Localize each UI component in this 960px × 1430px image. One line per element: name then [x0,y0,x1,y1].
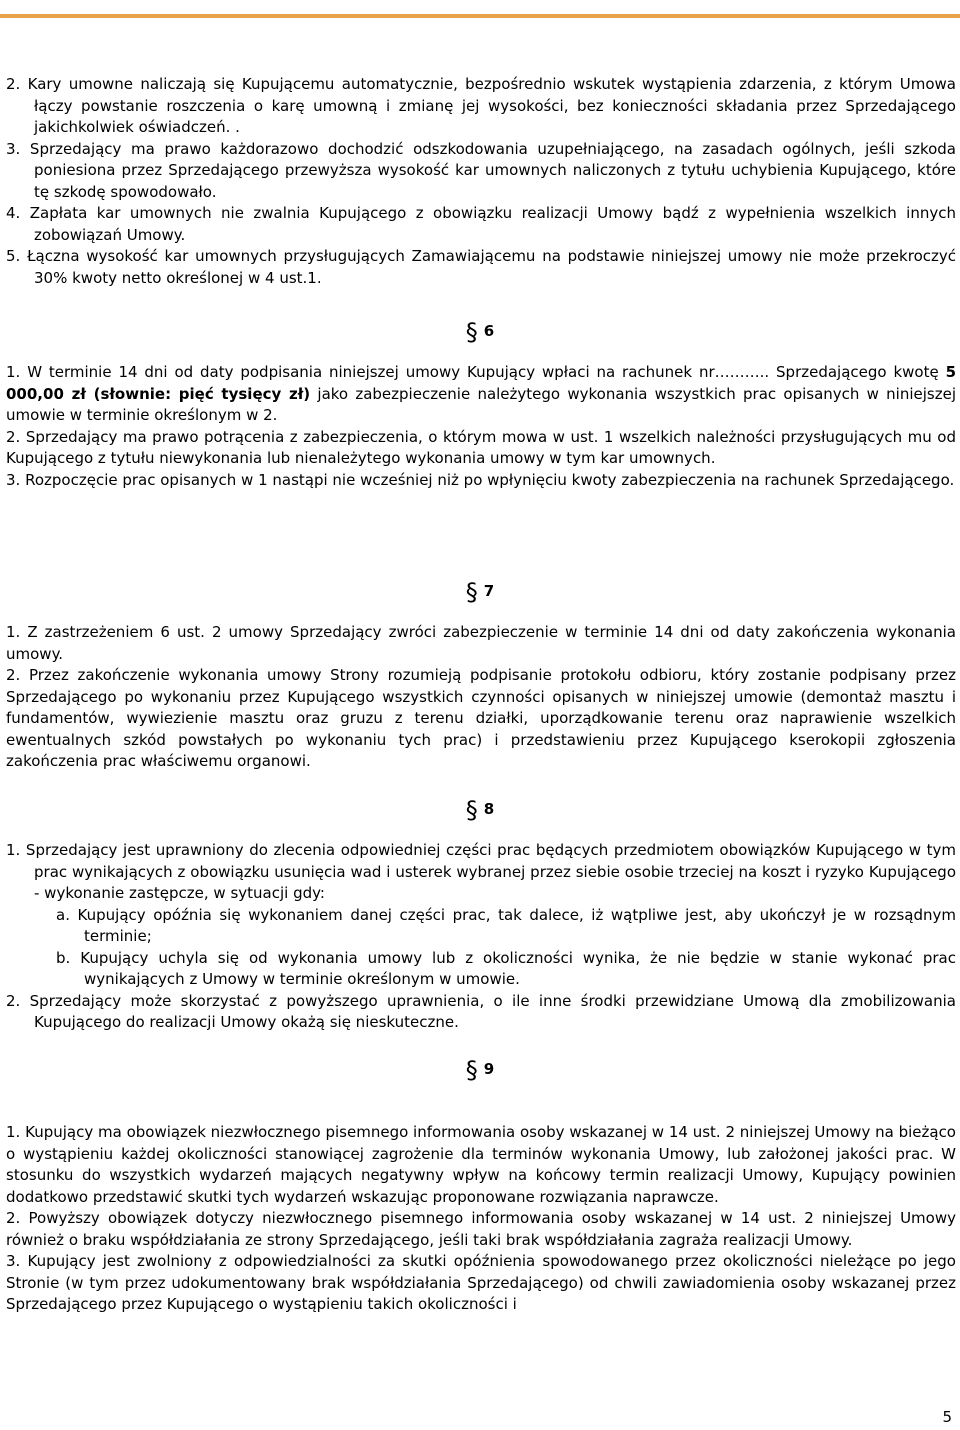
section-7-list [6,622,956,773]
section-heading-8: § 8 [465,796,495,824]
list-item: 3. Sprzedający ma prawo każdorazowo dochodzić odszkodowania uzupełniającego, na zasadach ogólnych, jeśli szkoda poniesiona przez Sprzedającego przewyższa wysokość kar umownych naliczonych z tytułu uchybienia Kupującego, które tę szkodę spowodowało. [6,139,956,201]
list-item: 1. Sprzedający jest uprawniony do zlecenia odpowiedniej części prac będących przedmiotem obowiązków Kupującego w tym prac wynikających z obowiązku usunięcia wad i usterek wybranej przez siebie osobie trzeciej na koszt i ryzyko Kupującego - wykonanie zastępcze, w sytuacji gdy: [6,841,956,902]
page-number: 5 [942,1408,952,1426]
list-item: 2. Sprzedający może skorzystać z powyższego uprawnienia, o ile inne środki przewidziane Umową dla zmobilizowania Kupującego do realizacji Umowy okażą się nieskuteczne. [6,991,956,1031]
list-item: 2. Powyższy obowiązek dotyczy niezwłocznego pisemnego informowania osoby wskazanej w 14 ust. 2 niniejszej Umowy również o braku współdziałania ze strony Sprzedającego, jeśli taki brak współdziałania zagraża realizacji Umowy. [6,1209,956,1249]
section-6-list [6,362,956,491]
header-accent-line [0,14,960,18]
list-item: 1. Z zastrzeżeniem 6 ust. 2 umowy Sprzedający zwróci zabezpieczenie w terminie 14 dni od daty zakończenia wykonania umowy. [6,623,956,663]
section-heading-7: § 7 [465,578,495,606]
list-item: 1. Kupujący ma obowiązek niezwłocznego pisemnego informowania osoby wskazanej w 14 ust. 2 niniejszej Umowy na bieżąco o wystąpieniu każdej okoliczności stanowiącej zagrożenie dla terminów wykonania Umowy, lub założonej jakości prac. W stosunku do wszystkich wydarzeń mających negatywny wpływ na końcowy termin realizacji Umowy, Kupujący powinien dodatkowo przedstawić skutki tych wydarzeń wskazując proponowane rozwiązania naprawcze. [6,1123,956,1206]
list-subitem: a. Kupujący opóźnia się wykonaniem danej części prac, tak dalece, iż wątpliwe jest, aby ukończył je w rozsądnym terminie; [56,905,956,945]
list-item: 4. Zapłata kar umownych nie zwalnia Kupującego z obowiązku realizacji Umowy bądź z wypełnienia wszelkich innych zobowiązań Umowy. [6,204,956,244]
list-item: 3. Kupujący jest zwolniony z odpowiedzialności za skutki opóźnienia spowodowanego przez okoliczności nieleżące po jego Stronie (w tym przez udokumentowany brak współdziałania Sprzedającego) od chwili zawiadomienia osoby wskazanej przez Sprzedającego przez Kupującego o wystąpieniu takich okoliczności i [6,1252,956,1313]
list-item: 2. Sprzedający ma prawo potrącenia z zabezpieczenia, o którym mowa w ust. 1 wszelkich należności przysługujących mu od Kupującego z tytułu niewykonania lub nienależytego wykonania umowy w tym kar umownych. [6,427,956,467]
top-list [6,74,956,289]
list-item: 2. Kary umowne naliczają się Kupującemu automatycznie, bezpośrednio wskutek wystąpienia zdarzenia, z którym Umowa łączy powstanie roszczenia o karę umowną i zmianę jej wysokości, bez konieczności składania przez Sprzedającego jakichkolwiek oświadczeń. . [6,75,956,136]
section-heading-9: § 9 [465,1056,495,1084]
list-subitem: b. Kupujący uchyla się od wykonania umowy lub z okoliczności wynika, że nie będzie w stanie wykonać prac wynikających z Umowy w terminie określonym w umowie. [56,948,956,988]
section-9-list [6,1122,956,1316]
section-heading-6: § 6 [465,318,495,346]
list-item: 5. Łączna wysokość kar umownych przysługujących Zamawiającemu na podstawie niniejszej umowy nie może przekroczyć 30% kwoty netto określonej w 4 ust.1. [6,247,956,287]
list-item: 3. Rozpoczęcie prac opisanych w 1 nastąpi nie wcześniej niż po wpłynięciu kwoty zabezpieczenia na rachunek Sprzedającego. [6,470,955,489]
list-item: 1. W terminie 14 dni od daty podpisania niniejszej umowy Kupujący wpłaci na rachunek nr……….. Sprzedającego kwotę 5 000,00 zł (słownie: pięć tysięcy zł) jako zabezpieczenie należytego wykonania wszystkich prac opisanych w niniejszej umowie w terminie określonym w 2. [6,363,956,424]
section-8-list [6,840,956,1034]
list-item: 2. Przez zakończenie wykonania umowy Strony rozumieją podpisanie protokołu odbioru, który zostanie podpisany przez Sprzedającego po wykonaniu przez Kupującego wszystkich czynności opisanych w niniejszej umowie (demontaż masztu i fundamentów, wywiezienie masztu oraz gruzu z terenu działki, uporządkowanie terenu oraz naprawienie wszelkich ewentualnych szkód powstałych po wykonaniu tych prac) i przedstawieniu przez Kupującego kserokopii zgłoszenia zakończenia prac właściwemu organowi. [6,666,956,770]
